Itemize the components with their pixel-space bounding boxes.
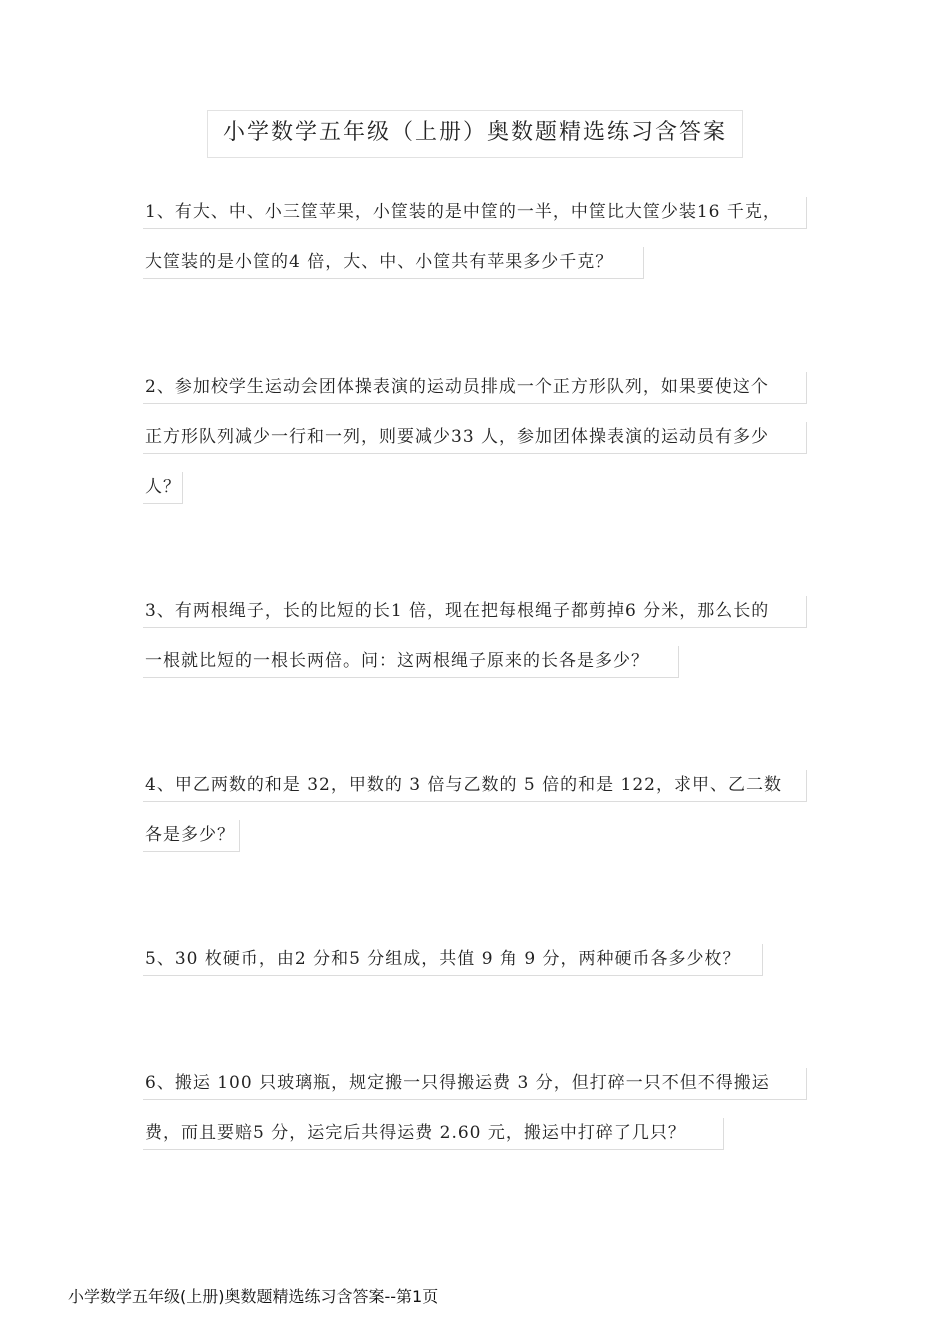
- question-line: 各是多少？: [143, 820, 240, 852]
- question-line: 大筐装的是小筐的4 倍，大、中、小筐共有苹果多少千克？: [143, 247, 644, 279]
- question-line: 4、甲乙两数的和是 32，甲数的 3 倍与乙数的 5 倍的和是 122，求甲、乙二数: [143, 770, 807, 802]
- question-line: 6、搬运 100 只玻璃瓶，规定搬一只得搬运费 3 分，但打碎一只不但不得搬运: [143, 1068, 807, 1100]
- question-line: 一根就比短的一根长两倍。问：这两根绳子原来的长各是多少？: [143, 646, 679, 678]
- question-line: 人？: [143, 472, 183, 504]
- question-line: 正方形队列减少一行和一列，则要减少33 人，参加团体操表演的运动员有多少: [143, 422, 807, 454]
- question-line: 3、有两根绳子，长的比短的长1 倍，现在把每根绳子都剪掉6 分米，那么长的: [143, 596, 807, 628]
- question-line: 费，而且要赔5 分，运完后共得运费 2.60 元，搬运中打碎了几只？: [143, 1118, 724, 1150]
- question-line: 5、30 枚硬币，由2 分和5 分组成，共值 9 角 9 分，两种硬币各多少枚？: [143, 944, 763, 976]
- question-line: 2、参加校学生运动会团体操表演的运动员排成一个正方形队列，如果要使这个: [143, 372, 807, 404]
- question-line: 1、有大、中、小三筐苹果，小筐装的是中筐的一半，中筐比大筐少装16 千克，: [143, 197, 807, 229]
- document-title: 小学数学五年级（上册）奥数题精选练习含答案: [207, 110, 743, 158]
- page-footer: 小学数学五年级(上册)奥数题精选练习含答案--第1页: [68, 1287, 439, 1306]
